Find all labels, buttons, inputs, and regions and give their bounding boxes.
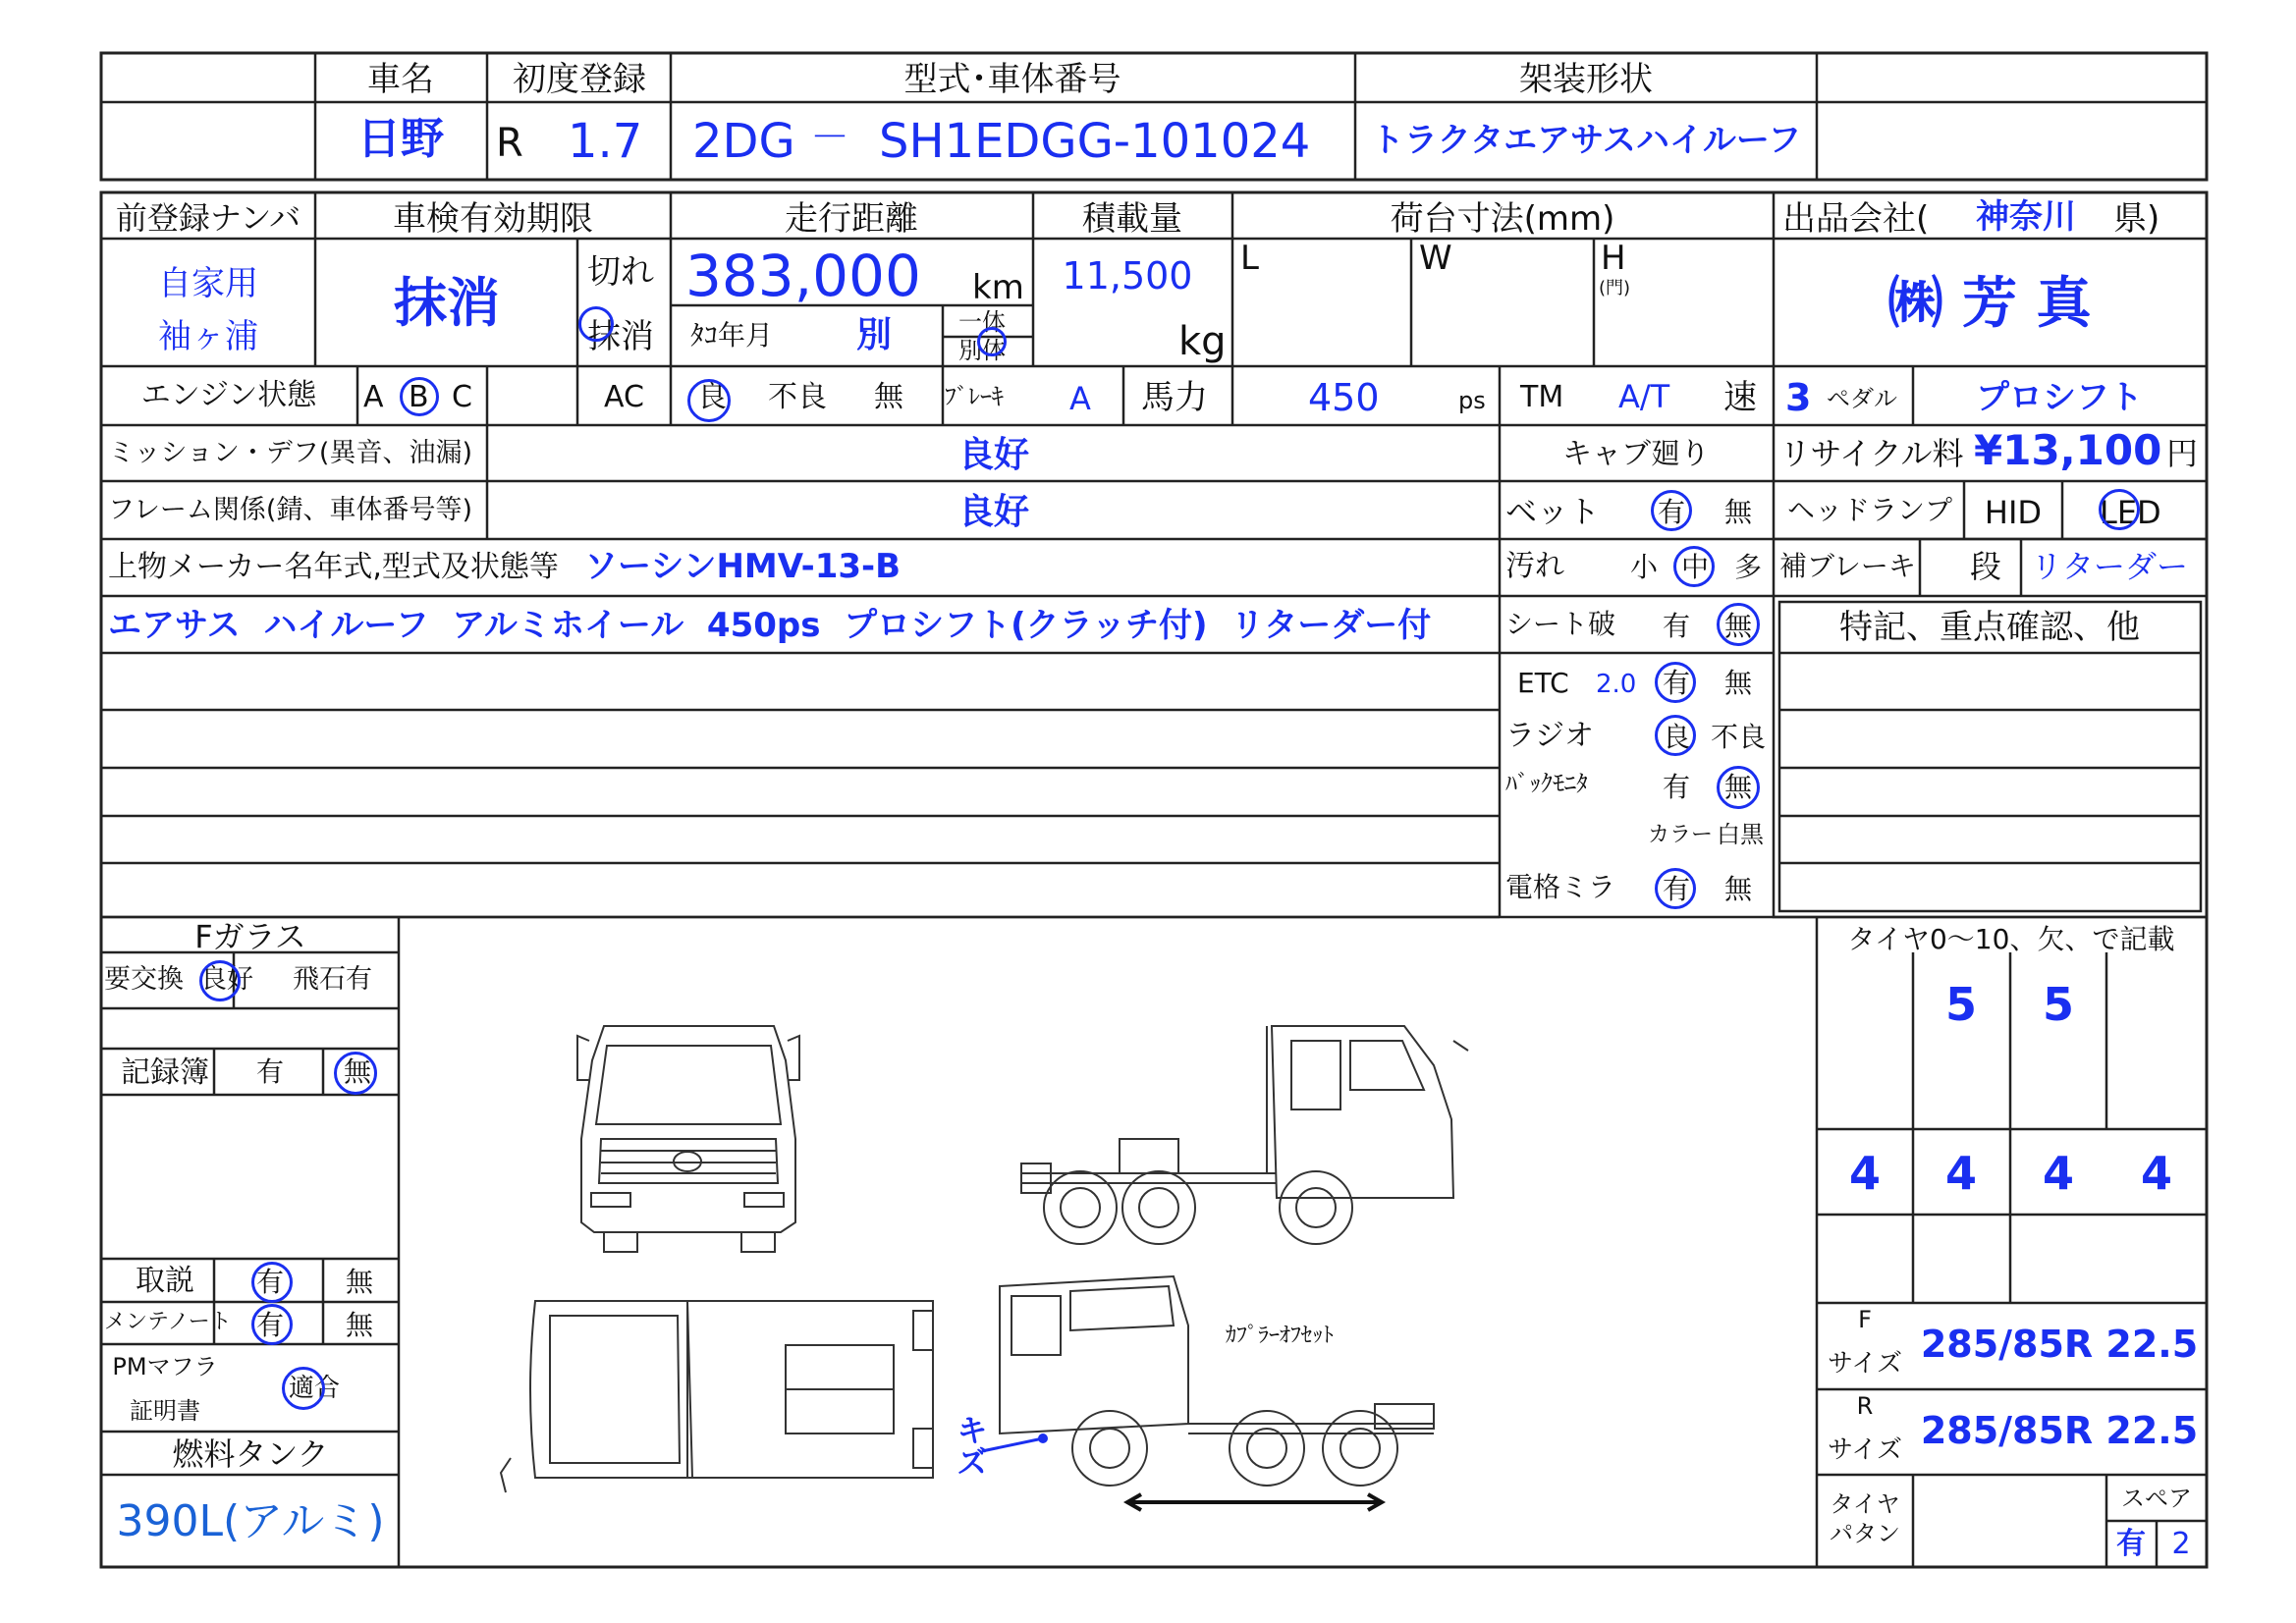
h-carname: 車名 [367,60,434,99]
record-yes: 有 [255,1055,285,1088]
tm-label: TM [1520,380,1564,414]
brake-label: ﾌﾞﾚｰｷ [945,383,1004,410]
tire-front-left: 5 [1944,978,1978,1031]
headlamp-led: LED [2100,494,2161,531]
h-seller-pre: 出品会社( [1782,199,1930,239]
h-firstreg: 初度登録 [513,60,646,99]
fuel-label: 燃料タンク [172,1435,329,1473]
maint-label: メンテノート [104,1310,232,1334]
use: 自家用 [158,264,258,303]
damage-mark: キズ [952,1414,989,1477]
pm-cert: 証明書 [130,1397,200,1425]
plate-area: 袖ヶ浦 [158,317,258,356]
circle-mark [282,1367,325,1410]
spare-count: 2 [2171,1527,2191,1561]
h-load: 積載量 [1082,199,1182,239]
pm-value: 適合 [288,1374,341,1403]
h-prev-plate: 前登録ナンバ [115,199,301,237]
hp-label: 馬力 [1141,378,1208,417]
chassis-no: SH1EDGG-101024 [879,114,1311,169]
truck-diagram-top [501,1301,933,1492]
h-mileage: 走行距離 [785,199,918,239]
fuel-value: 390L(アルミ) [116,1496,385,1546]
circle-mark [687,379,731,422]
mission-label: ミッション・デフ(異音、油漏) [108,438,472,468]
model-dash: － [810,115,849,160]
manual-no: 無 [345,1266,374,1298]
reg-era: R [496,121,523,166]
dim-l: L [1240,239,1259,278]
tire-f-size: 285/85R 22.5 [1920,1323,2199,1366]
fglass-label: Fガラス [194,918,306,955]
tire-rear-1: 4 [1848,1147,1882,1200]
truck-diagram-front [577,1026,799,1252]
fglass-replace: 要交換 [104,964,184,995]
cab-title: キャブ廻り [1562,437,1710,471]
tire-f-label: F [1858,1306,1872,1333]
ac-good: 良 [697,380,727,414]
tire-pattern-label-2: パタン [1830,1520,1900,1547]
circle-mark [2099,489,2140,530]
opt-separate: 別体 [958,337,1006,364]
tire-f-size-label: サイズ [1828,1349,1902,1379]
opt-integrated: 一体 [958,308,1006,336]
aux-brake-label: 補ブレーキ [1779,550,1916,582]
circle-mark [1717,766,1760,809]
frame-label: フレーム関係(錆、車体番号等) [108,495,472,525]
record-label: 記録簿 [121,1055,209,1090]
etc-version: 2.0 [1596,670,1637,699]
h-model: 型式･車体番号 [903,60,1121,99]
seat-yes: 有 [1663,610,1691,642]
tire-title: タイヤ0〜10、欠、で記載 [1847,923,2175,955]
upper-label: 上物メーカー名年式,型式及状態等 [108,550,559,584]
pm-label: PMマフラ [112,1353,218,1380]
radio-good: 良 [1663,721,1691,753]
recycle-label: リサイクル料 [1779,435,1964,472]
mileage-unit: km [972,268,1024,307]
aux-brake-unit: 段 [1970,548,2002,585]
circle-mark [199,960,241,1001]
dim-h-note: (門) [1599,278,1631,298]
etc-label: ETC [1517,667,1569,699]
tacho-value: 別 [856,315,893,355]
speed-value: 3 [1785,376,1812,419]
coupler-offset-label: ｶﾌﾟﾗｰｵﾌｾｯﾄ [1226,1324,1335,1348]
circle-mark [334,1052,377,1095]
mileage-value: 383,000 [685,243,921,309]
color-label: カラー [1648,823,1714,847]
backmonitor-yes: 有 [1663,771,1691,803]
bed-label: ベット [1505,493,1601,530]
grade-a: A [363,380,384,414]
speed-label: 速 [1723,378,1757,417]
manual-yes: 有 [255,1266,285,1298]
maker: 日野 [357,114,444,164]
bed-yes: 有 [1658,496,1686,528]
ac-bad: 不良 [768,380,827,414]
maint-yes: 有 [255,1309,285,1341]
ac-label: AC [604,380,644,414]
pedal-value: プロシフト [1976,378,2143,417]
mirror-yes: 有 [1663,873,1691,905]
frame-value: 良好 [957,492,1030,532]
circle-mark [1655,868,1696,909]
h-seller-post: 県) [2113,199,2160,239]
inspection-status: 抹消 [394,272,500,334]
circle-mark [400,377,439,416]
h-body: 架装形状 [1519,60,1653,99]
etc-no: 無 [1724,667,1753,699]
headlamp-label: ヘッドランプ [1787,494,1953,526]
record-no: 無 [343,1055,372,1088]
bed-no: 無 [1724,496,1753,528]
tire-rear-3: 4 [2042,1147,2075,1200]
seat-no: 無 [1724,610,1753,642]
body-type: トラクタエアサスハイルーフ [1370,121,1802,160]
seat-label: シート破 [1505,608,1616,640]
grade-b: B [409,380,429,414]
seller-name: ㈱ 芳 真 [1887,272,2092,336]
hp-value: 450 [1308,376,1380,419]
headlamp-hid: HID [1984,494,2043,531]
color-value: 白黒 [1717,821,1764,848]
pedal-label: ペダル [1827,385,1897,412]
opt-cancelled: 抹消 [587,317,654,356]
radio-label: ラジオ [1505,719,1594,753]
mission-value: 良好 [957,435,1030,475]
circle-mark [1655,715,1696,756]
tire-pattern-label-1: タイヤ [1830,1490,1900,1518]
circle-mark [1717,603,1760,646]
backmonitor-label: ﾊﾞｯｸﾓﾆﾀ [1505,770,1588,797]
circle-mark [1655,662,1696,703]
tire-r-label: R [1856,1392,1874,1420]
radio-bad: 不良 [1711,721,1767,753]
grade-c: C [452,380,472,414]
upper-value: ソーシンHMV-13-B [584,547,902,586]
circle-mark [251,1262,293,1303]
fglass-good: 良好 [200,964,253,995]
recycle-unit: 円 [2166,435,2199,472]
truck-diagram-side [1021,1026,1468,1244]
circle-mark [251,1304,293,1345]
model-code: 2DG [692,114,795,169]
load-value: 11,500 [1062,254,1193,298]
tire-r-size-label: サイズ [1828,1435,1902,1465]
dirt-mid: 中 [1681,551,1710,583]
tacho-label: ﾀｺ年月 [690,319,774,352]
tire-r-size: 285/85R 22.5 [1920,1409,2199,1452]
h-inspection: 車検有効期限 [393,199,593,239]
spare-has: 有 [2116,1527,2146,1561]
fglass-chip: 飛石有 [293,964,372,995]
dirt-label: 汚れ [1505,549,1564,583]
tire-rear-4: 4 [2140,1147,2173,1200]
dim-w: W [1419,239,1452,278]
truck-diagram-side2 [1000,1276,1434,1486]
tm-value: A/T [1618,378,1670,415]
circle-mark [578,306,614,342]
dirt-large: 多 [1734,551,1763,583]
seller-pref: 神奈川 [1976,197,2076,237]
dirt-small: 小 [1630,551,1659,583]
hp-unit: ps [1458,387,1486,414]
reg-date: 1.7 [568,114,643,169]
mirror-label: 電格ミラ [1505,871,1616,903]
circle-mark [1651,490,1692,531]
aux-brake-value: リターダー [2031,548,2189,585]
ac-none: 無 [874,380,903,414]
opt-expired: 切れ [587,252,654,292]
spare-label: スペア [2121,1485,2192,1512]
backmonitor-no: 無 [1724,771,1753,803]
recycle-value: ¥13,100 [1974,426,2162,474]
equipment-text: エアサス ハイルーフ アルミホイール 450ps プロシフト(クラッチ付) リターダー付 [108,606,1432,645]
circle-mark [977,327,1007,356]
brake-value: A [1069,380,1091,417]
etc-yes: 有 [1663,667,1691,699]
tire-front-right: 5 [2042,978,2075,1031]
notes-title: 特記、重点確認、他 [1839,608,2140,647]
mirror-no: 無 [1724,873,1753,905]
h-cargo: 荷台寸法(mm) [1390,199,1615,239]
circle-mark [1673,546,1715,587]
tire-rear-2: 4 [1944,1147,1978,1200]
load-unit: kg [1178,319,1227,364]
manual-label: 取説 [136,1264,194,1298]
dim-h: H [1601,239,1626,278]
engine-label: エンジン状態 [140,378,317,412]
maint-no: 無 [345,1309,374,1341]
